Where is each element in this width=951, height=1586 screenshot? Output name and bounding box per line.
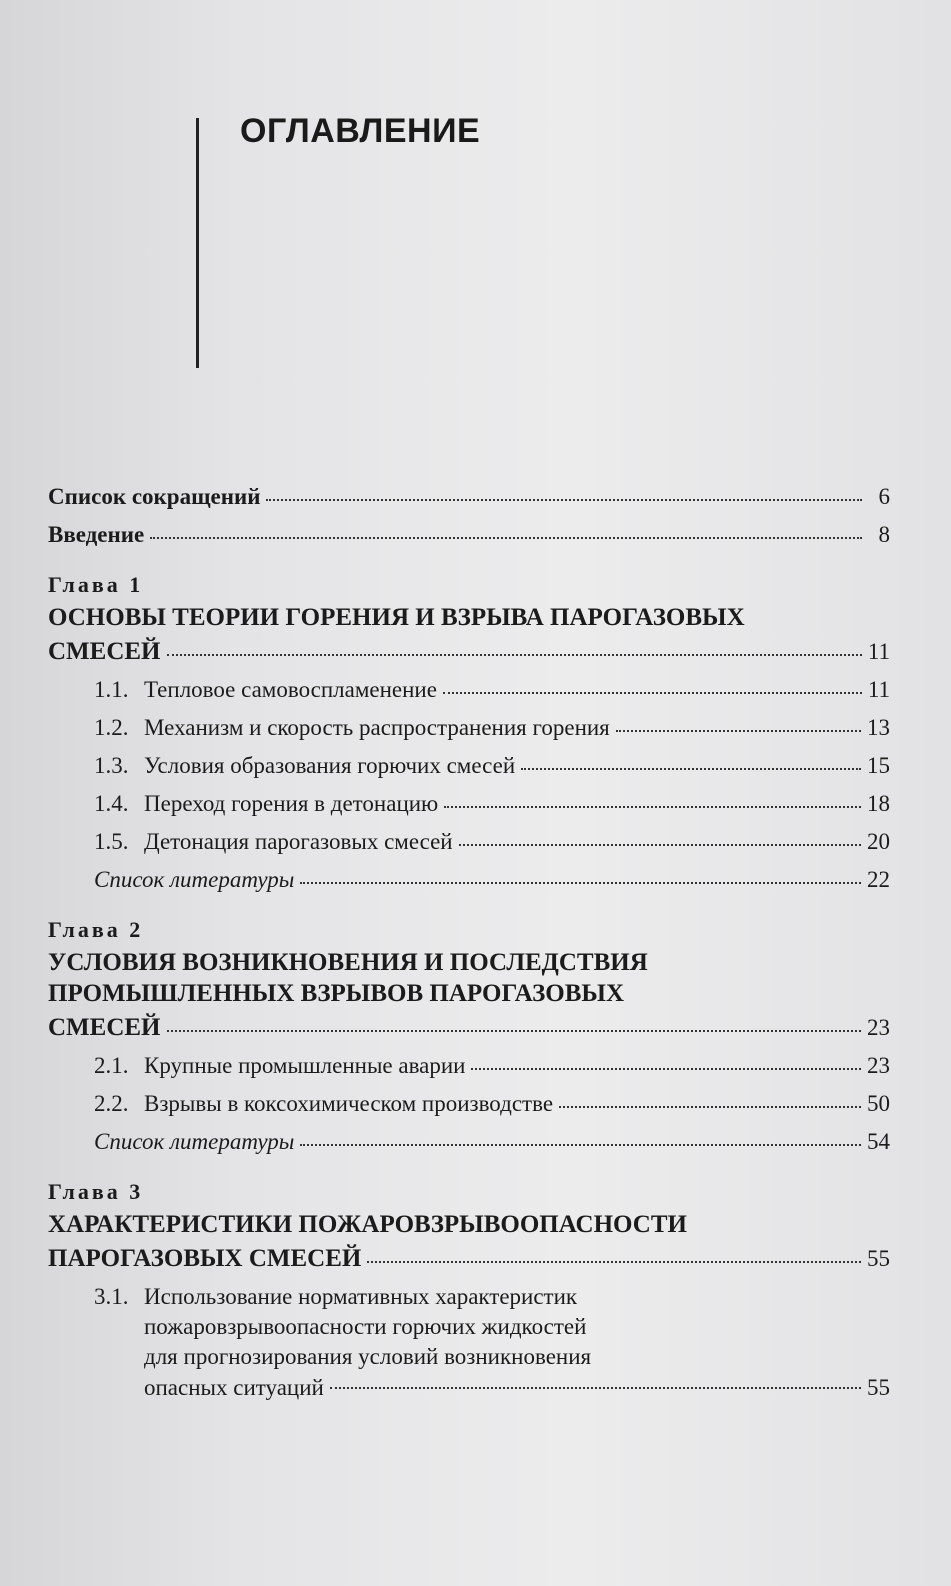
section-title-line: для прогнозирования условий возникновения xyxy=(144,1344,592,1369)
toc-section xyxy=(48,1085,890,1123)
page-number: 55 xyxy=(867,1246,890,1271)
leader-dots xyxy=(559,1106,861,1108)
section-number: 1.1. xyxy=(94,677,129,702)
page-number: 8 xyxy=(878,522,890,547)
section-number: 1.5. xyxy=(94,829,129,854)
title-divider xyxy=(196,118,199,368)
section-number: 1.4. xyxy=(94,791,129,816)
toc-section-multiline xyxy=(48,1282,890,1404)
section-title: Условия образования горючих смесей xyxy=(144,753,516,778)
section-number: 2.2. xyxy=(94,1091,129,1116)
page-number: 20 xyxy=(867,829,890,854)
toc-section xyxy=(48,1047,890,1085)
leader-dots xyxy=(330,1387,861,1389)
section-title: Механизм и скорость распространения горения xyxy=(144,715,610,740)
leader-dots xyxy=(300,1144,861,1146)
page-number: 55 xyxy=(867,1375,890,1400)
page-number: 54 xyxy=(867,1129,890,1154)
chapter-label: Глава 2 xyxy=(48,917,144,942)
toc-references: Список литературы 54 xyxy=(48,1123,890,1161)
leader-dots xyxy=(167,1030,862,1032)
page-number: 11 xyxy=(867,639,890,664)
chapter-label: Глава 1 xyxy=(48,572,144,597)
page-number: 11 xyxy=(867,677,890,702)
chapter-title-entry: ПАРОГАЗОВЫХ СМЕСЕЙ 55 xyxy=(48,1240,890,1278)
page-number: 23 xyxy=(867,1053,890,1078)
page-number: 18 xyxy=(867,791,890,816)
leader-dots xyxy=(300,882,861,884)
leader-dots xyxy=(443,692,862,694)
toc-section xyxy=(48,747,890,785)
page-number: 50 xyxy=(867,1091,890,1116)
section-title: Тепловое самовоспламенение xyxy=(144,677,437,702)
section-title-line: Использование нормативных характеристик xyxy=(144,1284,578,1309)
toc-section xyxy=(48,823,890,861)
leader-dots xyxy=(266,499,862,501)
leader-dots xyxy=(471,1068,861,1070)
page-number: 13 xyxy=(867,715,890,740)
leader-dots xyxy=(616,730,861,732)
leader-dots xyxy=(367,1261,861,1263)
section-number: 2.1. xyxy=(94,1053,129,1078)
toc-entry-abbreviations: Список сокращений 6 xyxy=(48,478,890,516)
table-of-contents xyxy=(48,478,890,1404)
page-number: 22 xyxy=(867,867,890,892)
toc-entry-introduction: Введение 8 xyxy=(48,516,890,554)
toc-section xyxy=(48,785,890,823)
page-number: 15 xyxy=(867,753,890,778)
section-title: Детонация парогазовых смесей xyxy=(144,829,453,854)
leader-dots xyxy=(150,537,862,539)
page-number: 6 xyxy=(878,484,890,509)
section-title-line: пожаровзрывоопасности горючих жидкостей xyxy=(144,1314,587,1339)
toc-section xyxy=(48,709,890,747)
section-number: 1.2. xyxy=(94,715,129,740)
toc-section xyxy=(48,671,890,709)
chapter-title-line: ПРОМЫШЛЕННЫХ ВЗРЫВОВ ПАРОГАЗОВЫХ xyxy=(48,980,625,1007)
leader-dots xyxy=(521,768,861,770)
toc-references: Список литературы 22 xyxy=(48,861,890,899)
leader-dots xyxy=(444,806,861,808)
section-title: Крупные промышленные аварии xyxy=(144,1053,466,1078)
page-title: ОГЛАВЛЕНИЕ xyxy=(240,112,481,150)
chapter-title-line: ОСНОВЫ ТЕОРИИ ГОРЕНИЯ И ВЗРЫВА ПАРОГАЗОВЫХ xyxy=(48,604,745,631)
chapter-title-line: ХАРАКТЕРИСТИКИ ПОЖАРОВЗРЫВООПАСНОСТИ xyxy=(48,1211,687,1238)
chapter-label: Глава 3 xyxy=(48,1179,144,1204)
section-title: Переход горения в детонацию xyxy=(144,791,439,816)
leader-dots xyxy=(167,654,862,656)
leader-dots xyxy=(459,844,861,846)
section-title: Взрывы в коксохимическом производстве xyxy=(144,1091,554,1116)
section-number: 3.1. xyxy=(94,1284,129,1309)
chapter-title-entry: СМЕСЕЙ 23 xyxy=(48,1009,890,1047)
page-number: 23 xyxy=(867,1015,890,1040)
section-title-last: опасных ситуаций 55 xyxy=(144,1372,890,1404)
section-number: 1.3. xyxy=(94,753,129,778)
chapter-title-line: УСЛОВИЯ ВОЗНИКНОВЕНИЯ И ПОСЛЕДСТВИЯ xyxy=(48,949,648,976)
chapter-title-entry: СМЕСЕЙ 11 xyxy=(48,633,890,671)
